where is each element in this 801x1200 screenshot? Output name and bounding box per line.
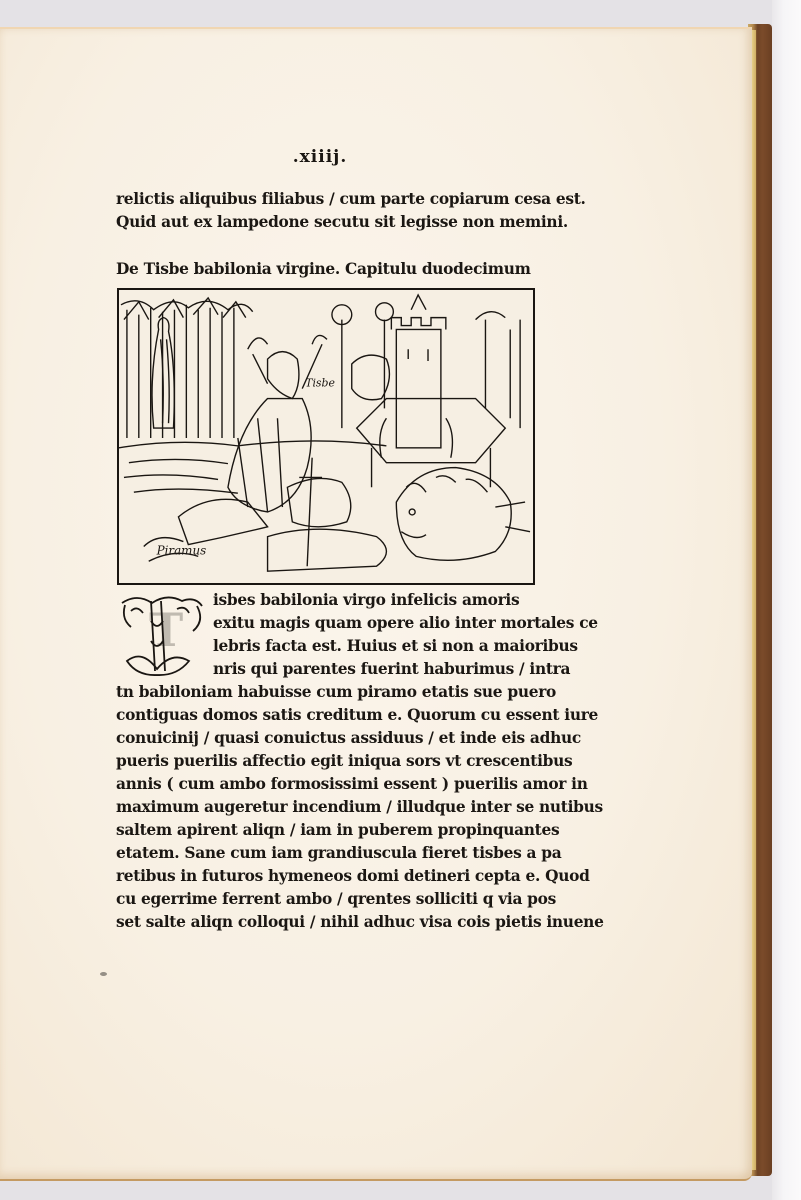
paper-blemish (100, 972, 107, 976)
backdrop-strip (772, 0, 801, 1200)
svg-text:T: T (149, 603, 184, 657)
body-line: nris qui parentes fuerint haburimus / intra (213, 660, 571, 678)
body-line: etatem. Sane cum iam grandiuscula fieret tisbes a pa (116, 844, 562, 862)
body-line: isbes babilonia virgo infelicis amoris (213, 591, 520, 609)
intro-line: relictis aliquibus filiabus / cum parte copiarum cesa est. (116, 190, 586, 208)
decorated-initial (117, 591, 207, 679)
body-line: pueris puerilis affectio egit iniqua sors vt crescentibus (116, 752, 573, 770)
body-line: retibus in futuros hymeneos domi detineri cepta e. Quod (116, 867, 590, 885)
woodcut-illustration (117, 288, 535, 585)
body-line: conuicinij / quasi conuictus assiduus / et inde eis adhuc (116, 729, 581, 747)
body-line: set salte aliqn colloqui / nihil adhuc visa cois pietis inuene (116, 913, 604, 931)
svg-text:Tisbe: Tisbe (305, 376, 335, 390)
body-line: tn babiloniam habuisse cum piramo etatis sue puero (116, 683, 556, 701)
body-line: cu egerrime ferrent ambo / qrentes solliciti q via pos (116, 890, 556, 908)
body-line: saltem apirent aliqn / iam in puberem propinquantes (116, 821, 560, 839)
woodcut-scene-icon (119, 290, 533, 583)
folio-number: .xiiij. (292, 147, 348, 167)
svg-text:Piramus: Piramus (156, 543, 207, 558)
gilt-page-edge (752, 30, 756, 1170)
body-line: exitu magis quam opere alio inter mortales ce (213, 614, 598, 632)
body-line: annis ( cum ambo formosissimi essent ) puerilis amor in (116, 775, 588, 793)
body-line: lebris facta est. Huius et si non a maioribus (213, 637, 578, 655)
body-line: contiguas domos satis creditum e. Quorum cu essent iure (116, 706, 599, 724)
chapter-heading: De Tisbe babilonia virgine. Capitulu duodecimum (116, 260, 531, 278)
body-line: maximum augeretur incendium / illudque inter se nutibus (116, 798, 603, 816)
initial-t-icon (117, 591, 207, 679)
intro-line: Quid aut ex lampedone secutu sit legisse non memini. (116, 213, 568, 231)
